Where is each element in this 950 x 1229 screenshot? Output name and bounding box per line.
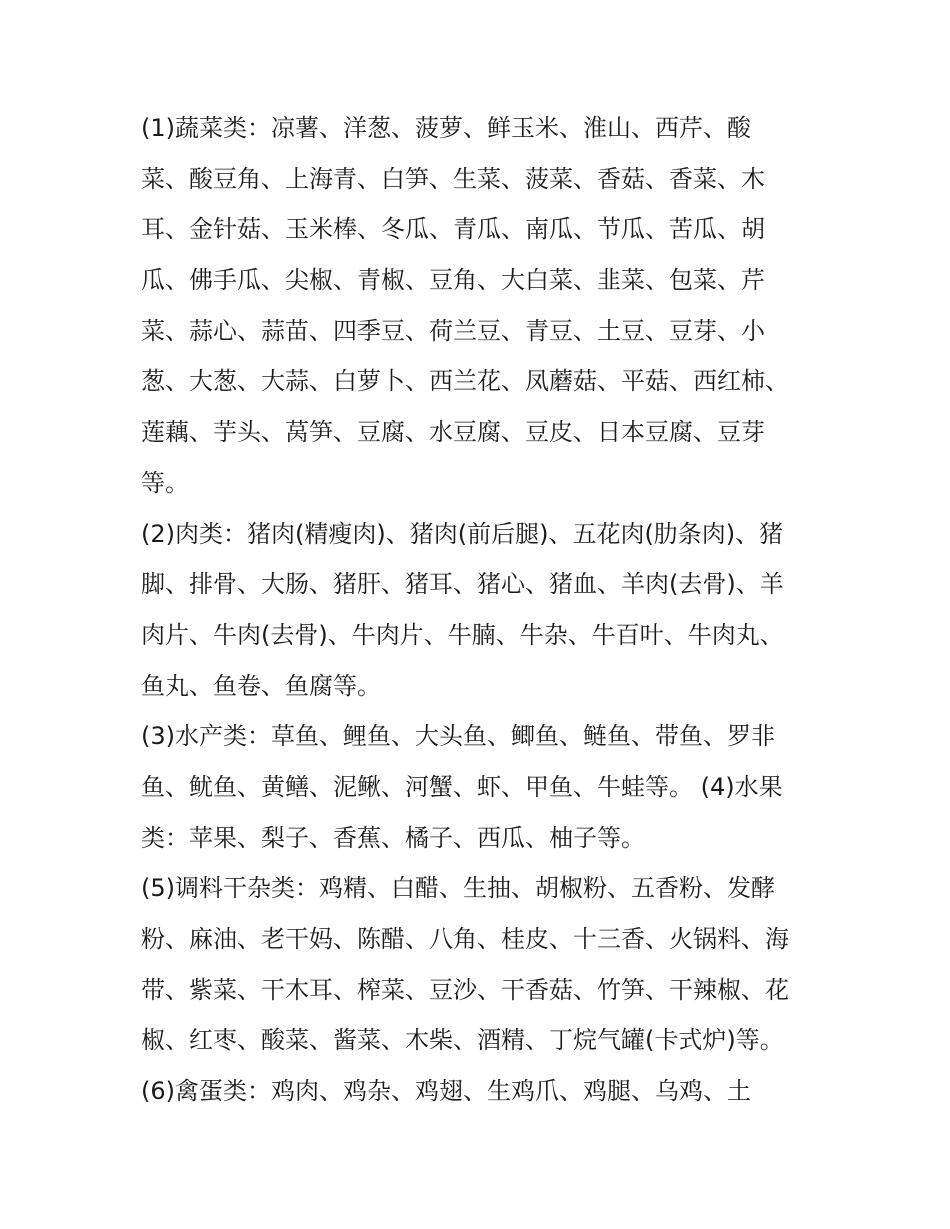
text-line: 瓜、佛手瓜、尖椒、青椒、豆角、大白菜、韭菜、包菜、芹 — [141, 266, 765, 295]
text-line: 椒、红枣、酸菜、酱菜、木柴、酒精、丁烷气罐(卡式炉)等。 — [141, 1026, 784, 1055]
text-line: (5)调料干杂类：鸡精、白醋、生抽、胡椒粉、五香粉、发酵 — [141, 874, 775, 903]
text-line: 脚、排骨、大肠、猪肝、猪耳、猪心、猪血、羊肉(去骨)、羊 — [141, 570, 784, 599]
text-line: 菜、蒜心、蒜苗、四季豆、荷兰豆、青豆、土豆、豆芽、小 — [141, 316, 765, 345]
text-line: (3)水产类：草鱼、鲤鱼、大头鱼、鲫鱼、鲢鱼、带鱼、罗非 — [141, 722, 775, 751]
text-line: 葱、大葱、大蒜、白萝卜、西兰花、凤蘑菇、平菇、西红柿、 — [141, 367, 789, 396]
text-line: 耳、金针菇、玉米棒、冬瓜、青瓜、南瓜、节瓜、苦瓜、胡 — [141, 215, 765, 244]
text-line: 类：苹果、梨子、香蕉、橘子、西瓜、柚子等。 — [141, 823, 645, 852]
text-line: 菜、酸豆角、上海青、白笋、生菜、菠菜、香菇、香菜、木 — [141, 164, 765, 193]
text-line: 等。 — [141, 468, 189, 497]
text-line: (2)肉类：猪肉(精瘦肉)、猪肉(前后腿)、五花肉(肋条肉)、猪 — [141, 519, 784, 548]
text-line: 粉、麻油、老干妈、陈醋、八角、桂皮、十三香、火锅料、海 — [141, 925, 789, 953]
text-line: 鱼、鱿鱼、黄鳝、泥鳅、河蟹、虾、甲鱼、牛蛙等。 (4)水果 — [141, 772, 783, 801]
text-line: 莲藕、芋头、莴笋、豆腐、水豆腐、豆皮、日本豆腐、豆芽 — [141, 418, 765, 447]
text-line: (1)蔬菜类：凉薯、洋葱、菠萝、鲜玉米、淮山、西芹、酸 — [141, 114, 751, 142]
text-line: 鱼丸、鱼卷、鱼腐等。 — [141, 671, 381, 700]
text-line: 肉片、牛肉(去骨)、牛肉片、牛腩、牛杂、牛百叶、牛肉丸、 — [141, 620, 784, 649]
text-line: (6)禽蛋类：鸡肉、鸡杂、鸡翅、生鸡爪、鸡腿、乌鸡、土 — [141, 1077, 751, 1106]
text-line: 带、紫菜、干木耳、榨菜、豆沙、干香菇、竹笋、干辣椒、花 — [141, 975, 789, 1004]
body-text — [141, 103, 813, 1117]
